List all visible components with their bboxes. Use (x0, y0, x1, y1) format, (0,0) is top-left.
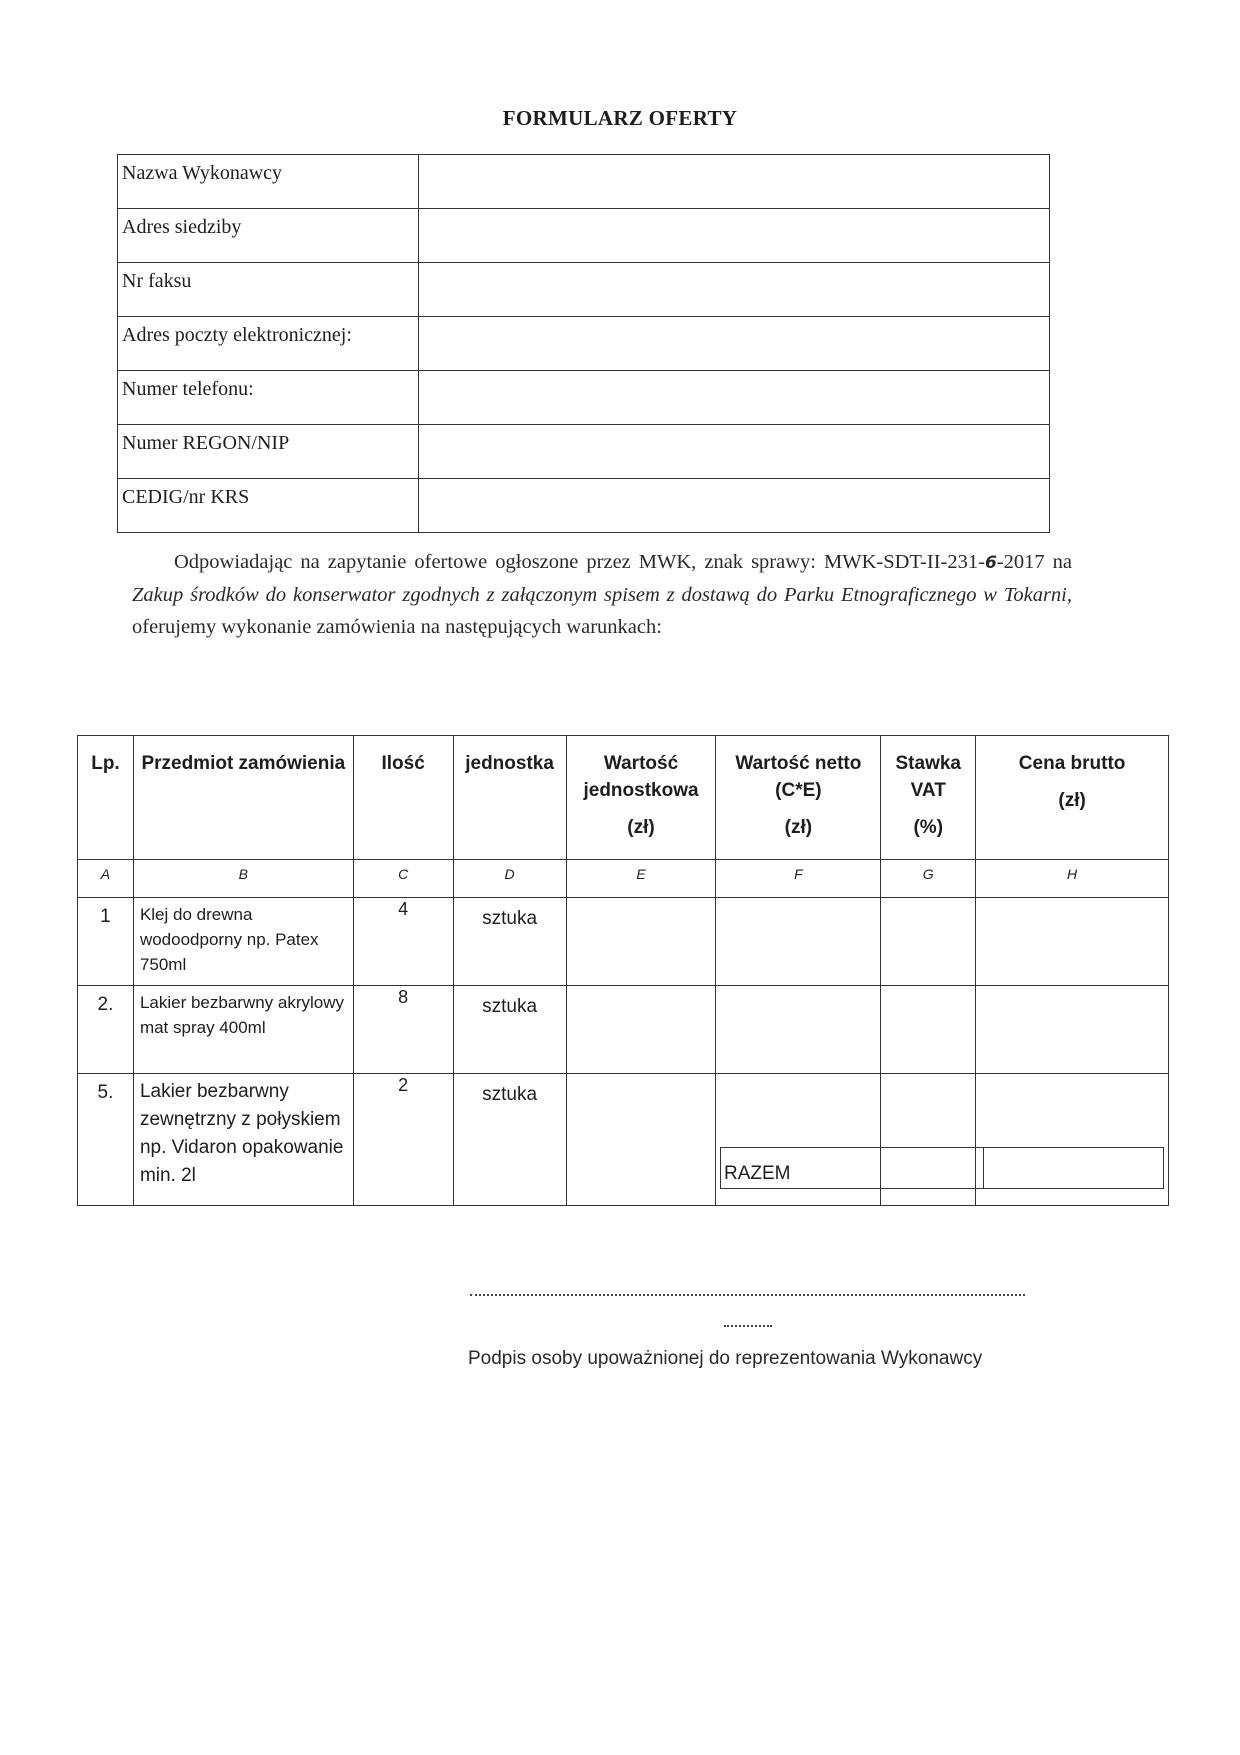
header-vat-rate: Stawka VAT (%) (881, 736, 976, 860)
row-lp: 1 (78, 898, 134, 986)
info-row-fax (118, 263, 1050, 317)
header-lp: Lp. (78, 736, 134, 860)
total-label: RAZEM (721, 1148, 984, 1189)
column-letter: C (353, 860, 453, 898)
column-letter: E (566, 860, 716, 898)
table-row (78, 898, 1169, 986)
column-letter: A (78, 860, 134, 898)
info-label: Nr faksu (118, 263, 419, 317)
row-net-value-field[interactable] (716, 986, 881, 1074)
info-row-email (118, 317, 1050, 371)
info-label: Numer REGON/NIP (118, 425, 419, 479)
info-label: Adres siedziby (118, 209, 419, 263)
info-label: Nazwa Wykonawcy (118, 155, 419, 209)
intro-text: oferujemy wykonanie zamówienia na następujących warunkach: (132, 616, 662, 638)
row-vat-field[interactable] (881, 898, 976, 986)
info-label: Numer telefonu: (118, 371, 419, 425)
header-unit-value: Wartość jednostkowa (zł) (566, 736, 716, 860)
info-label: Adres poczty elektronicznej: (118, 317, 419, 371)
column-letter: G (881, 860, 976, 898)
order-subject: Zakup środków do konserwator zgodnych z załączonym spisem z dostawą do Parku Etnograficznego w Tokarni, (132, 584, 1072, 606)
info-value-field[interactable] (419, 371, 1050, 425)
row-vat-field[interactable] (881, 986, 976, 1074)
info-value-field[interactable] (419, 209, 1050, 263)
row-item-name: Klej do drewna wodoodporny np. Patex 750ml (133, 898, 353, 986)
info-row-krs (118, 479, 1050, 533)
column-letter: F (716, 860, 881, 898)
info-value-field[interactable] (419, 317, 1050, 371)
info-value-field[interactable] (419, 425, 1050, 479)
info-row-name (118, 155, 1050, 209)
row-item-name: Lakier bezbarwny akrylowy mat spray 400ml (133, 986, 353, 1074)
row-qty: 8 (353, 986, 453, 1074)
intro-text: Odpowiadając na zapytanie ofertowe ogłoszone przez MWK, znak sprawy: MWK-SDT-II-231- (174, 551, 985, 573)
total-value-field[interactable] (984, 1148, 1164, 1189)
signature-label: Podpis osoby upoważnionej do reprezentowania Wykonawcy (468, 1348, 983, 1369)
info-value-field[interactable] (419, 155, 1050, 209)
row-qty: 2 (353, 1074, 453, 1206)
order-table (77, 735, 1169, 1206)
form-title: FORMULARZ OFERTY (502, 106, 738, 130)
header-net-value: Wartość netto (C*E) (zł) (716, 736, 881, 860)
row-unit-value-field[interactable] (566, 1074, 716, 1206)
info-value-field[interactable] (419, 479, 1050, 533)
info-row-phone (118, 371, 1050, 425)
total-row (720, 1147, 1164, 1189)
header-gross-price: Cena brutto (zł) (976, 736, 1169, 860)
column-letter: D (453, 860, 566, 898)
info-value-field[interactable] (419, 263, 1050, 317)
row-unit: sztuka (453, 898, 566, 986)
header-unit: jednostka (453, 736, 566, 860)
contractor-info-table (117, 154, 1050, 533)
table-row (78, 986, 1169, 1074)
row-gross-field[interactable] (976, 898, 1169, 986)
order-header-row (78, 736, 1169, 860)
row-lp: 2. (78, 986, 134, 1074)
row-qty: 4 (353, 898, 453, 986)
handwritten-case-digit: 6 (984, 553, 997, 573)
intro-paragraph (132, 546, 1072, 643)
row-lp: 5. (78, 1074, 134, 1206)
info-row-address (118, 209, 1050, 263)
row-unit-value-field[interactable] (566, 898, 716, 986)
row-net-value-field[interactable] (716, 898, 881, 986)
column-letters-row (78, 860, 1169, 898)
row-unit: sztuka (453, 986, 566, 1074)
row-item-name: Lakier bezbarwny zewnętrzny z połyskiem np. Vidaron opakowanie min. 2l (133, 1074, 353, 1206)
header-item: Przedmiot zamówienia (133, 736, 353, 860)
row-unit-value-field[interactable] (566, 986, 716, 1074)
row-unit: sztuka (453, 1074, 566, 1206)
signature-line-continuation (724, 1325, 772, 1327)
signature-line[interactable] (470, 1294, 1025, 1296)
intro-text: -2017 na (996, 551, 1073, 573)
row-gross-field[interactable] (976, 986, 1169, 1074)
column-letter: H (976, 860, 1169, 898)
column-letter: B (133, 860, 353, 898)
info-row-regon (118, 425, 1050, 479)
header-qty: Ilość (353, 736, 453, 860)
info-label: CEDIG/nr KRS (118, 479, 419, 533)
